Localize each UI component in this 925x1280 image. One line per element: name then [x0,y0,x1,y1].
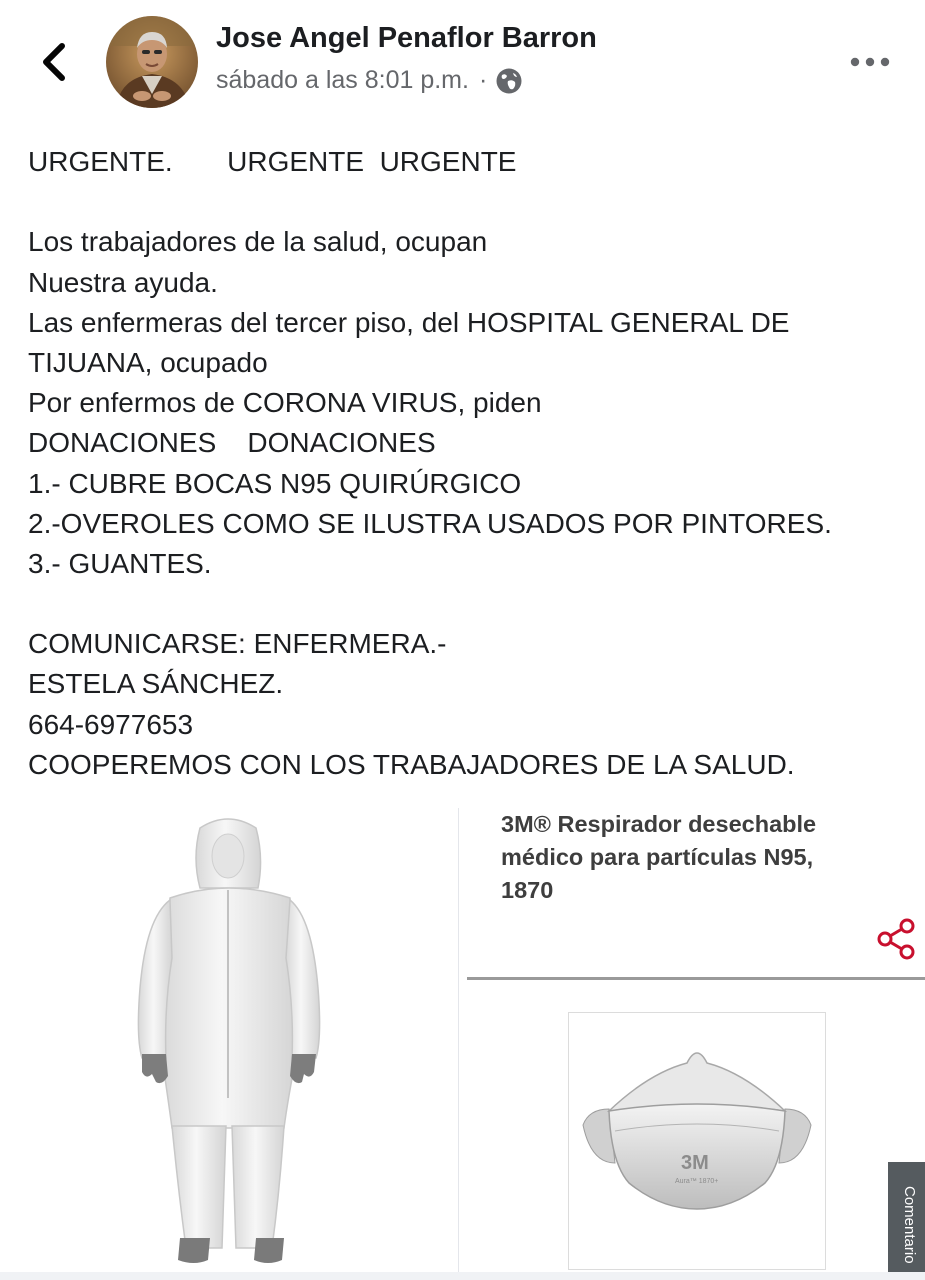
post-line: COMUNICARSE: ENFERMERA.- [28,628,447,660]
back-button[interactable] [30,36,76,88]
coverall-photo[interactable] [0,808,459,1272]
product-title [501,808,901,907]
post-timestamp[interactable]: sábado a las 8:01 p.m. [216,66,469,94]
product-title-line: 1870 [501,877,554,903]
post-line: 664-6977653 [28,708,194,740]
post-line: Las enfermeras del tercer piso, del HOSPITAL GENERAL DE [28,306,790,338]
globe-icon[interactable] [495,67,523,95]
post-line [28,584,908,624]
bottom-divider [0,1272,925,1280]
post-line: TIJUANA, ocupado [28,346,268,378]
avatar[interactable] [106,16,198,108]
post-line: 1.- CUBRE BOCAS N95 QUIRÚRGICO [28,467,522,499]
post-line: Por enfermos de CORONA VIRUS, piden [28,387,542,419]
post-line [28,182,908,222]
comment-tab-label: Comentario [901,1186,918,1264]
product-card[interactable] [467,808,925,1272]
more-options-button[interactable] [846,44,894,80]
comment-tab[interactable] [888,1162,925,1280]
author-name[interactable]: Jose Angel Penaflor Barron [216,22,597,54]
mask-brand-text: 3M [681,1152,709,1174]
post-line: 3.- GUANTES. [28,547,212,579]
post-meta [216,66,523,95]
post-line: ESTELA SÁNCHEZ. [28,668,284,700]
post-media [0,808,925,1280]
share-icon [875,918,917,960]
meta-separator: · [478,66,488,94]
n95-mask-photo[interactable] [568,1012,826,1270]
post-line: DONACIONES DONACIONES [28,427,436,459]
product-divider [467,977,925,980]
post-line: 2.-OVEROLES COMO SE ILUSTRA USADOS POR PINTORES. [28,507,832,539]
post-body [28,142,908,785]
post-header [0,0,925,125]
product-title-line: 3M® Respirador desechable [501,811,817,837]
more-dots-icon [850,57,890,67]
post-line: Nuestra ayuda. [28,266,218,298]
chevron-left-icon [38,40,68,84]
product-title-line: médico para partículas N95, [501,844,814,870]
post-line: COOPEREMOS CON LOS TRABAJADORES DE LA SALUD. [28,748,795,780]
post-line: URGENTE. URGENTE URGENTE [28,146,517,177]
mask-model-text: Aura™ 1870+ [675,1178,719,1185]
post-line: Los trabajadores de la salud, ocupan [28,226,488,258]
share-button[interactable] [875,918,917,960]
